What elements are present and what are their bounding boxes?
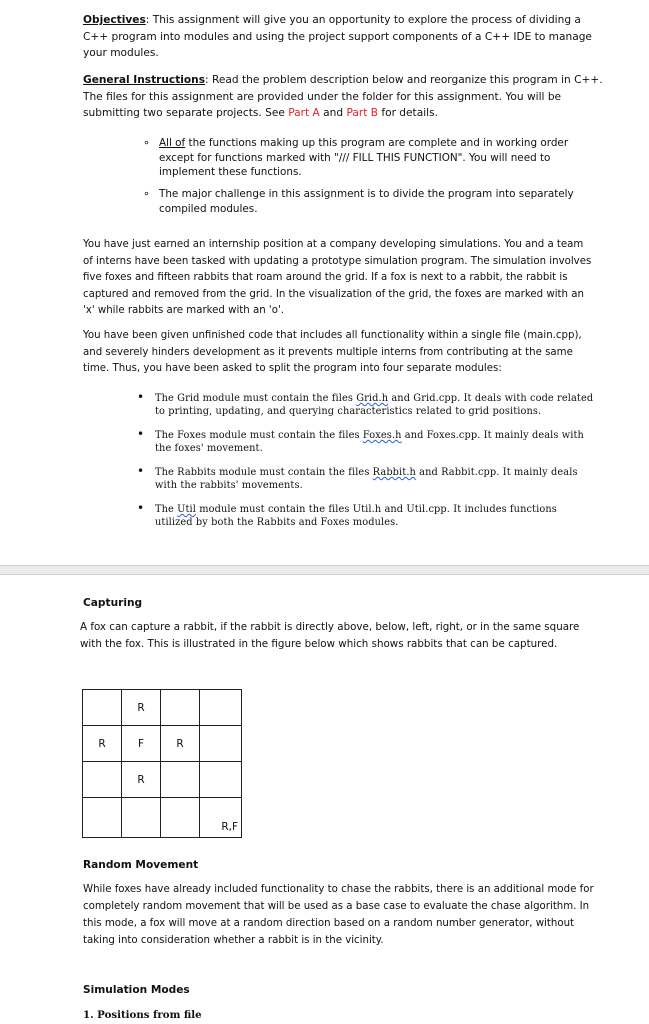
mode-item-1: 1. Positions from file: [83, 1009, 202, 1021]
given-code-paragraph: You have been given unfinished code that includes all functionality within a single file (main.cpp), and severely hinders development as it prevents multiple interns from contributing at the same time. Thus, you have been asked to split the program into four separate modules:: [83, 330, 582, 374]
grid-cell: [200, 690, 242, 726]
simulation-modes-heading: Simulation Modes: [83, 984, 190, 996]
bullet-marker: •: [137, 464, 145, 478]
grid-cell: R: [161, 726, 200, 762]
grid-row: [83, 762, 242, 798]
bullet-marker: •: [137, 427, 145, 441]
random-movement-paragraph: While foxes have already included functionality to chase the rabbits, there is an additional mode for completely random movement that will be used as a base case to evaluate the chase algorithm. In this mode, a fox will move at a random direction based on a random number generator, without taking into consideration whether a rabbit is in the vicinity.: [83, 884, 594, 946]
instruction-bullet-1: ∘ All of the functions making up this program are complete and in working order except for functions marked with "/// FILL THIS FUNCTION". You will need to implement these functions.: [143, 136, 569, 178]
instruction-bullet-2: ∘ The major challenge in this assignment is to divide the program into separately compiled modules.: [143, 187, 574, 215]
general-instructions-paragraph: General Instructions: Read the problem description below and reorganize this program in C++. The files for this assignment are provided under the folder for this assignment. You will be submitting two separate projects. See Part A and Part B for details.: [83, 74, 603, 119]
grid-row: [83, 726, 242, 762]
grid-row: [83, 798, 242, 838]
bullet-marker: ∘: [143, 187, 150, 200]
part-a-link: Part A: [288, 107, 320, 119]
grid-cell: R: [83, 726, 122, 762]
page-break: [0, 565, 649, 575]
grid-cell: [83, 762, 122, 798]
objectives-paragraph: Objectives: This assignment will give you an opportunity to explore the process of dividing a C++ program into modules and using the project support components of a C++ IDE to manage your modules.: [83, 14, 592, 59]
capture-grid-figure: [82, 689, 242, 838]
capturing-paragraph: A fox can capture a rabbit, if the rabbit is directly above, below, left, right, or in the same square with the fox. This is illustrated in the figure below which shows rabbits that can be captured.: [80, 621, 580, 650]
module-bullet-grid: • The Grid module must contain the files Grid.h and Grid.cpp. It deals with code related to printing, updating, and querying characteristics related to grid positions.: [137, 390, 594, 417]
module-bullet-util: • The Util module must contain the files Util.h and Util.cpp. It includes functions utilized by both the Rabbits and Foxes modules.: [137, 501, 557, 528]
random-movement-heading: Random Movement: [83, 859, 199, 871]
bullet-marker: •: [137, 501, 145, 515]
intro-paragraph: You have just earned an internship position at a company developing simulations. You and a team of interns have been tasked with updating a prototype simulation program. The simulation involves five foxes and fifteen rabbits that roam around the grid. If a fox is next to a rabbit, the rabbit is captured and removed from the grid. In the visualization of the grid, the foxes are marked with an 'x' while rabbits are marked with an 'o'.: [83, 239, 592, 316]
grid-cell: R,F: [200, 798, 242, 838]
objectives-heading: Objectives: [83, 14, 146, 26]
grid-cell: [200, 762, 242, 798]
page-2: [0, 575, 649, 1024]
module-bullet-rabbits: • The Rabbits module must contain the files Rabbit.h and Rabbit.cpp. It mainly deals with the rabbits' movements.: [137, 464, 578, 491]
grid-row: [83, 690, 242, 726]
grid-cell: [161, 798, 200, 838]
grid-cell: F: [122, 726, 161, 762]
grid-cell: [200, 726, 242, 762]
part-b-link: Part B: [346, 107, 378, 119]
grid-cell: [83, 798, 122, 838]
capturing-heading: Capturing: [83, 597, 143, 609]
general-instructions-heading: General Instructions: [83, 74, 206, 86]
grid-cell: R: [122, 762, 161, 798]
bullet-marker: ∘: [143, 136, 150, 149]
grid-cell: [122, 798, 161, 838]
grid-cell: [161, 762, 200, 798]
grid-cell: [83, 690, 122, 726]
grid-cell: R: [122, 690, 161, 726]
grid-cell: [161, 690, 200, 726]
module-bullet-foxes: • The Foxes module must contain the files Foxes.h and Foxes.cpp. It mainly deals with the foxes' movement.: [137, 427, 584, 454]
bullet-marker: •: [137, 390, 145, 404]
